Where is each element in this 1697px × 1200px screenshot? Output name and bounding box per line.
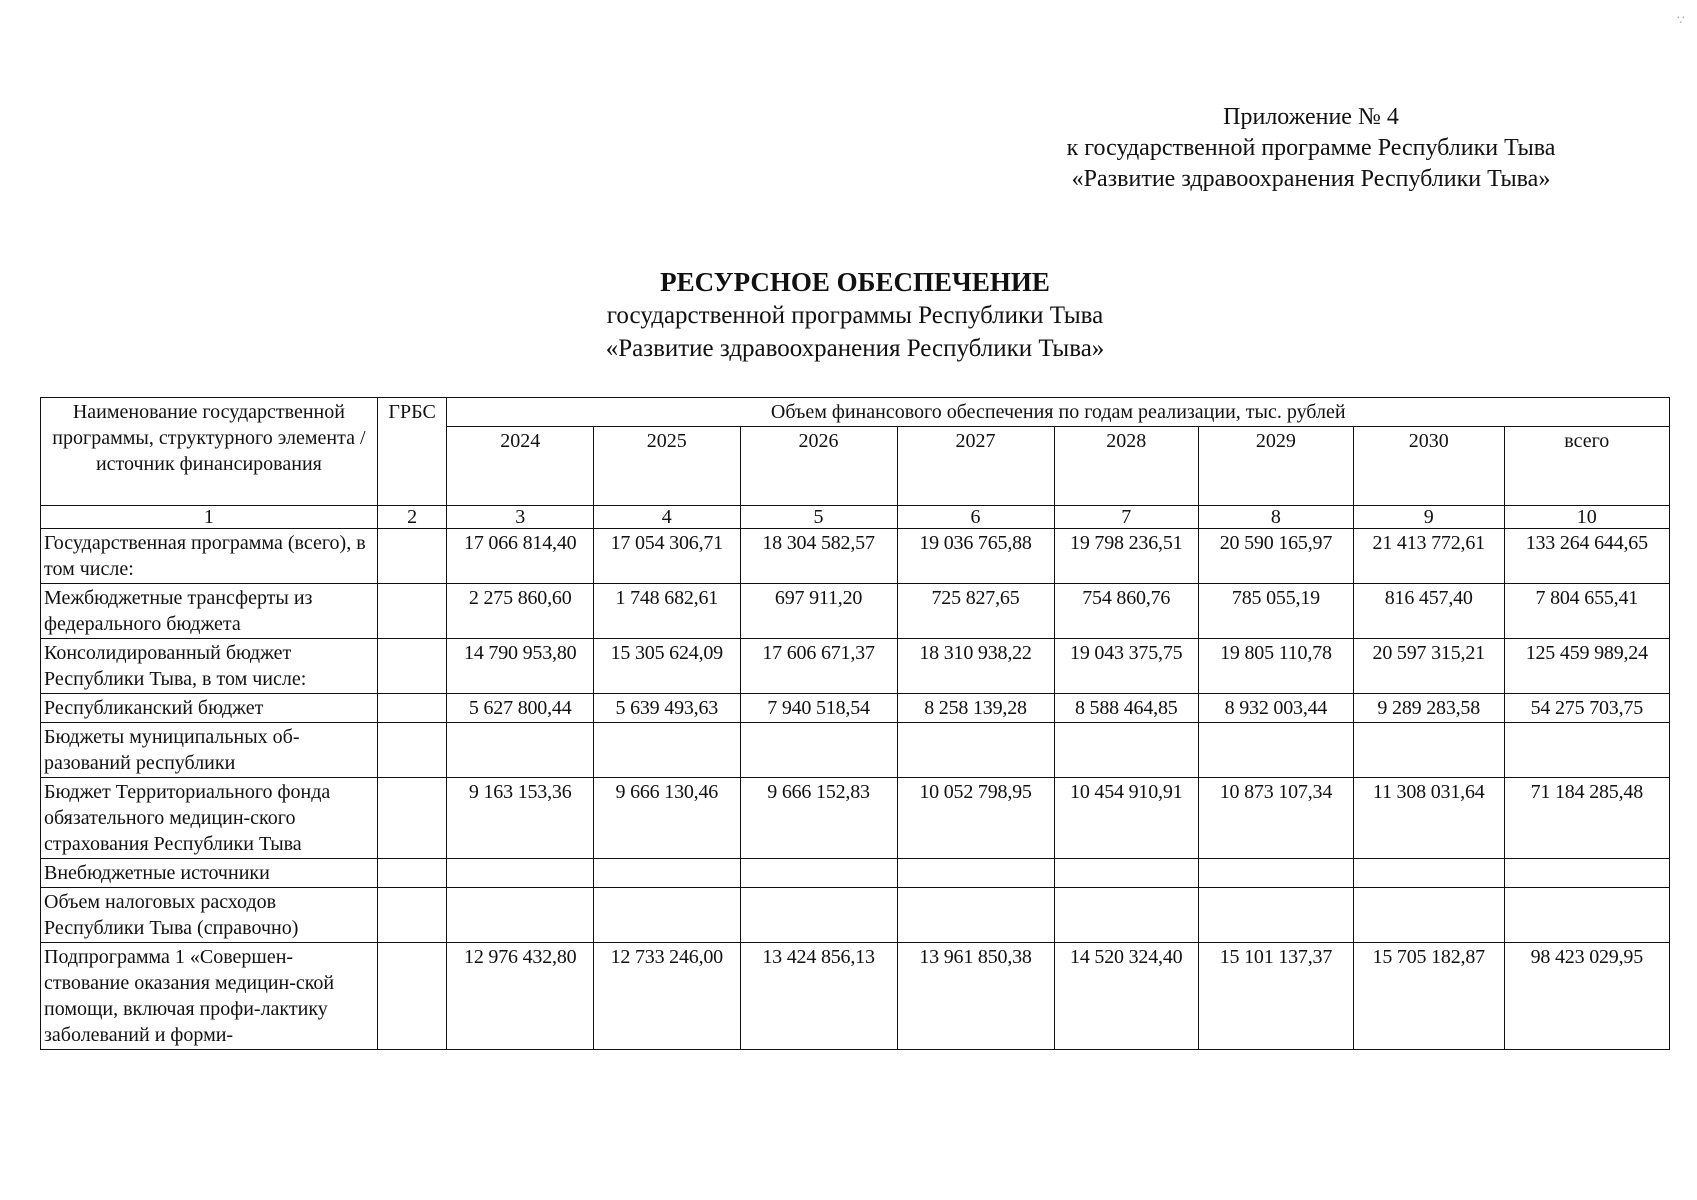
year-value-cell [1353,888,1504,943]
header-year: 2027 [897,427,1054,506]
year-value-cell: 18 304 582,57 [740,529,897,584]
year-value-cell: 19 805 110,78 [1198,639,1353,694]
column-number: 9 [1353,506,1504,529]
row-name-cell: Бюджет Территориального фонда обязательного медицин-ского страхования Республики Тыва [41,778,378,859]
year-value-cell: 19 043 375,75 [1054,639,1198,694]
grbs-cell [377,943,447,1050]
year-value-cell [447,859,594,888]
year-value-cell: 7 940 518,54 [740,694,897,723]
total-value-cell: 98 423 029,95 [1504,943,1669,1050]
table-row [41,639,1670,694]
year-value-cell: 5 627 800,44 [447,694,594,723]
table-row [41,694,1670,723]
row-name-cell: Бюджеты муниципальных об-разований республики [41,723,378,778]
year-value-cell: 17 606 671,37 [740,639,897,694]
row-name-cell: Подпрограмма 1 «Совершен-ствование оказания медицин-ской помощи, включая профи-лактику заболеваний и форми- [41,943,378,1050]
document-title [0,266,1697,365]
header-total: всего [1504,427,1669,506]
year-value-cell: 8 588 464,85 [1054,694,1198,723]
year-value-cell: 9 163 153,36 [447,778,594,859]
row-name-cell: Внебюджетные источники [41,859,378,888]
year-value-cell [1353,723,1504,778]
total-value-cell: 125 459 989,24 [1504,639,1669,694]
year-value-cell: 20 597 315,21 [1353,639,1504,694]
year-value-cell: 14 520 324,40 [1054,943,1198,1050]
year-value-cell: 13 961 850,38 [897,943,1054,1050]
header-year: 2026 [740,427,897,506]
column-number: 4 [594,506,741,529]
year-value-cell: 15 705 182,87 [1353,943,1504,1050]
year-value-cell: 10 454 910,91 [1054,778,1198,859]
year-value-cell: 2 275 860,60 [447,584,594,639]
header-financing-volume: Объем финансового обеспечения по годам реализации, тыс. рублей [447,398,1670,427]
year-value-cell [897,859,1054,888]
year-value-cell: 9 289 283,58 [1353,694,1504,723]
year-value-cell: 1 748 682,61 [594,584,741,639]
year-value-cell [1198,888,1353,943]
table-row [41,584,1670,639]
year-value-cell [1054,723,1198,778]
year-value-cell [1054,859,1198,888]
year-value-cell: 10 052 798,95 [897,778,1054,859]
year-value-cell: 12 976 432,80 [447,943,594,1050]
column-number: 6 [897,506,1054,529]
row-name-cell: Государственная программа (всего), в том числе: [41,529,378,584]
grbs-cell [377,529,447,584]
year-value-cell: 14 790 953,80 [447,639,594,694]
year-value-cell: 19 036 765,88 [897,529,1054,584]
table-row [41,778,1670,859]
total-value-cell [1504,888,1669,943]
column-number-row [41,506,1670,529]
year-value-cell: 754 860,76 [1054,584,1198,639]
column-number: 7 [1054,506,1198,529]
year-value-cell [1198,859,1353,888]
header-grbs: ГРБС [377,398,447,506]
column-number: 3 [447,506,594,529]
year-value-cell: 8 258 139,28 [897,694,1054,723]
year-value-cell [447,723,594,778]
year-value-cell: 15 305 624,09 [594,639,741,694]
year-value-cell: 8 932 003,44 [1198,694,1353,723]
grbs-cell [377,723,447,778]
year-value-cell: 19 798 236,51 [1054,529,1198,584]
appendix-program-ref: к государственной программе Республики Тыва [1066,135,1556,161]
total-value-cell: 7 804 655,41 [1504,584,1669,639]
page-title: РЕСУРСНОЕ ОБЕСПЕЧЕНИЕ [660,267,1050,297]
year-value-cell: 12 733 246,00 [594,943,741,1050]
year-value-cell [740,723,897,778]
column-number: 10 [1504,506,1669,529]
row-name-cell: Республиканский бюджет [41,694,378,723]
header-year: 2029 [1198,427,1353,506]
header-year: 2024 [447,427,594,506]
year-value-cell [897,888,1054,943]
total-value-cell [1504,723,1669,778]
appendix-number: Приложение № 4 [1223,104,1399,130]
title-line-2: государственной программы Республики Тыва [606,302,1104,329]
total-value-cell: 54 275 703,75 [1504,694,1669,723]
column-number: 5 [740,506,897,529]
total-value-cell [1504,859,1669,888]
year-value-cell [1198,723,1353,778]
header-year: 2028 [1054,427,1198,506]
total-value-cell: 71 184 285,48 [1504,778,1669,859]
grbs-cell [377,694,447,723]
table-row [41,859,1670,888]
column-number: 1 [41,506,378,529]
year-value-cell: 15 101 137,37 [1198,943,1353,1050]
grbs-cell [377,584,447,639]
year-value-cell: 9 666 130,46 [594,778,741,859]
row-name-cell: Объем налоговых расходов Республики Тыва (справочно) [41,888,378,943]
year-value-cell [447,888,594,943]
year-value-cell [1054,888,1198,943]
table-row [41,529,1670,584]
year-value-cell: 785 055,19 [1198,584,1353,639]
table-row [41,723,1670,778]
year-value-cell: 17 054 306,71 [594,529,741,584]
year-value-cell [594,888,741,943]
grbs-cell [377,639,447,694]
appendix-program-name: «Развитие здравоохранения Республики Тыва» [1071,166,1551,192]
header-name: Наименование государственной программы, структурного элемента / источник финансирования [41,398,378,506]
year-value-cell: 9 666 152,83 [740,778,897,859]
year-value-cell: 697 911,20 [740,584,897,639]
appendix-header [991,102,1631,195]
grbs-cell [377,859,447,888]
table-row [41,943,1670,1050]
grbs-cell [377,888,447,943]
year-value-cell [1353,859,1504,888]
year-value-cell: 18 310 938,22 [897,639,1054,694]
year-value-cell: 725 827,65 [897,584,1054,639]
header-year: 2025 [594,427,741,506]
corner-scan-mark: ∵ [1677,13,1685,27]
grbs-cell [377,778,447,859]
year-value-cell [594,723,741,778]
year-value-cell: 11 308 031,64 [1353,778,1504,859]
year-value-cell: 20 590 165,97 [1198,529,1353,584]
year-value-cell: 17 066 814,40 [447,529,594,584]
year-value-cell [897,723,1054,778]
total-value-cell: 133 264 644,65 [1504,529,1669,584]
year-value-cell: 21 413 772,61 [1353,529,1504,584]
year-value-cell [740,859,897,888]
title-line-3: «Развитие здравоохранения Республики Тыва» [605,335,1105,362]
year-value-cell: 13 424 856,13 [740,943,897,1050]
year-value-cell: 10 873 107,34 [1198,778,1353,859]
table-body [41,529,1670,1050]
year-value-cell: 816 457,40 [1353,584,1504,639]
year-value-cell: 5 639 493,63 [594,694,741,723]
header-year: 2030 [1353,427,1504,506]
column-number: 2 [377,506,447,529]
row-name-cell: Межбюджетные трансферты из федерального бюджета [41,584,378,639]
column-number: 8 [1198,506,1353,529]
resource-table [40,397,1670,1050]
year-value-cell [594,859,741,888]
row-name-cell: Консолидированный бюджет Республики Тыва, в том числе: [41,639,378,694]
year-value-cell [740,888,897,943]
table-row [41,888,1670,943]
